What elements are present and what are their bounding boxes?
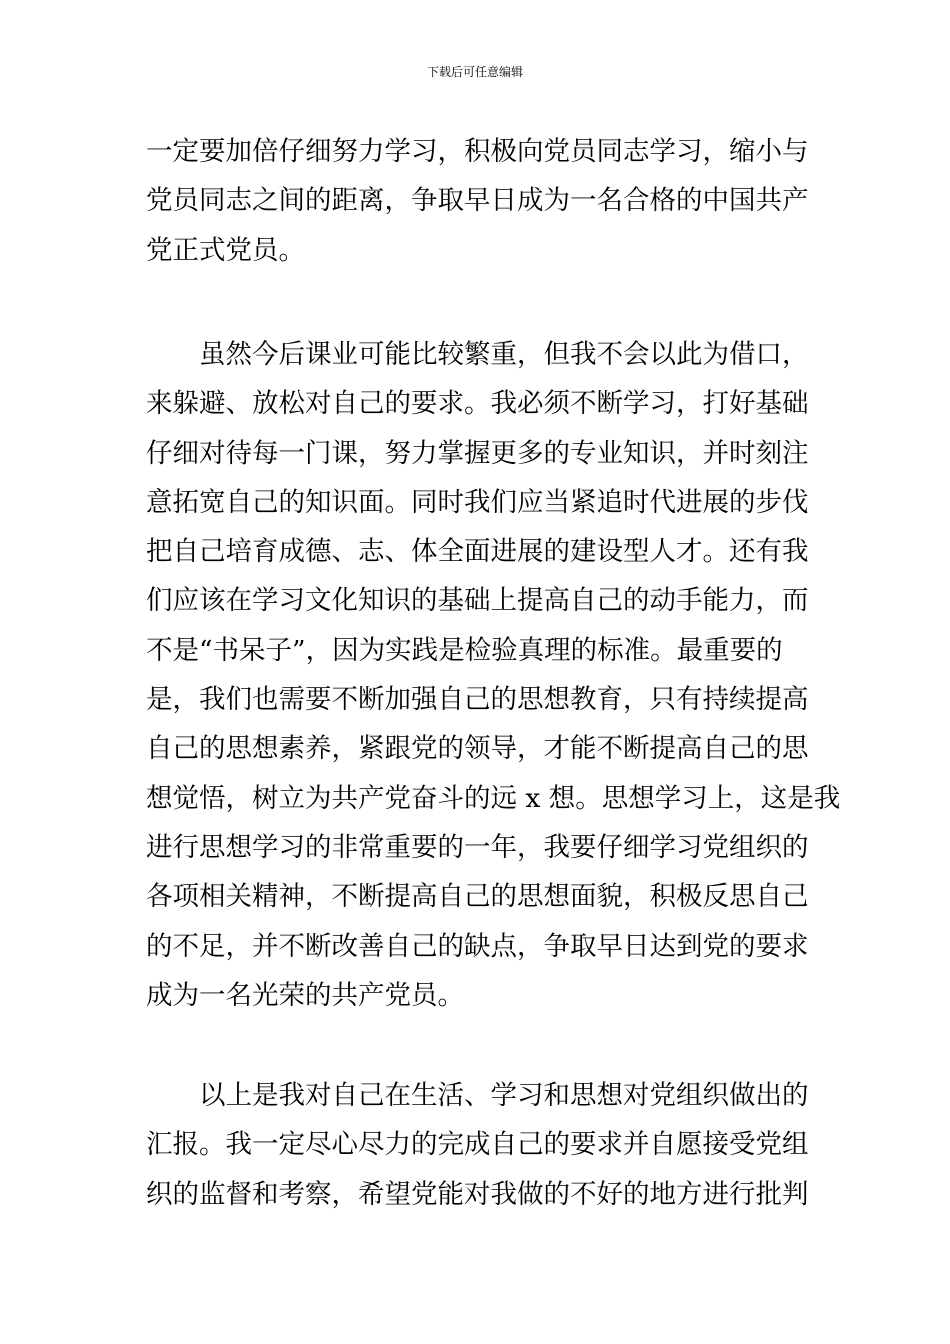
paragraph-line: 不是“书呆子”，因为实践是检验真理的标准。最重要的 [146, 634, 783, 666]
paragraph-line: 们应该在学习文化知识的基础上提高自己的动手能力，而 [146, 585, 809, 617]
paragraph-line: 织的监督和考察，希望党能对我做的不好的地方进行批判 [146, 1178, 809, 1210]
paragraph-line: 的不足，并不断改善自己的缺点，争取早日达到党的要求 [146, 930, 809, 962]
paragraph-line: 进行思想学习的非常重要的一年，我要仔细学习党组织的 [146, 831, 809, 863]
paragraph-line: 党员同志之间的距离，争取早日成为一名合格的中国共产 [146, 185, 809, 217]
paragraph-line: 是，我们也需要不断加强自己的思想教育，只有持续提高 [146, 684, 809, 716]
paragraph-line: 汇报。我一定尽心尽力的完成自己的要求并自愿接受党组 [146, 1129, 809, 1161]
paragraph-line: 成为一名光荣的共产党员。 [146, 979, 464, 1011]
paragraph-line: 把自己培育成德、志、体全面进展的建设型人才。还有我 [146, 536, 809, 568]
paragraph-line: 一定要加倍仔细努力学习，积极向党员同志学习，缩小与 [146, 136, 809, 167]
paragraph-line: 来躲避、放松对自己的要求。我必须不断学习，打好基础 [146, 388, 809, 420]
paragraph-line: 意拓宽自己的知识面。同时我们应当紧追时代进展的步伐 [146, 486, 809, 518]
page-header: 下载后可任意编辑 [426, 65, 523, 79]
paragraph-line: 想觉悟，树立为共产党奋斗的远 x 想。思想学习上，这是我 [146, 782, 841, 814]
paragraph-3 [146, 1071, 809, 1219]
paragraph-1 [146, 127, 809, 275]
paragraph-line: 虽然今后课业可能比较繁重，但我不会以此为借口， [199, 339, 809, 370]
paragraph-line: 各项相关精神，不断提高自己的思想面貌，积极反思自己 [146, 881, 809, 913]
paragraph-line: 自己的思想素养，紧跟党的领导，才能不断提高自己的思 [146, 733, 809, 765]
paragraph-line: 党正式党员。 [146, 234, 305, 266]
paragraph-2 [146, 330, 841, 1020]
paragraph-line: 以上是我对自己在生活、学习和思想对党组织做出的 [199, 1080, 809, 1111]
paragraph-line: 仔细对待每一门课，努力掌握更多的专业知识，并时刻注 [146, 437, 809, 469]
